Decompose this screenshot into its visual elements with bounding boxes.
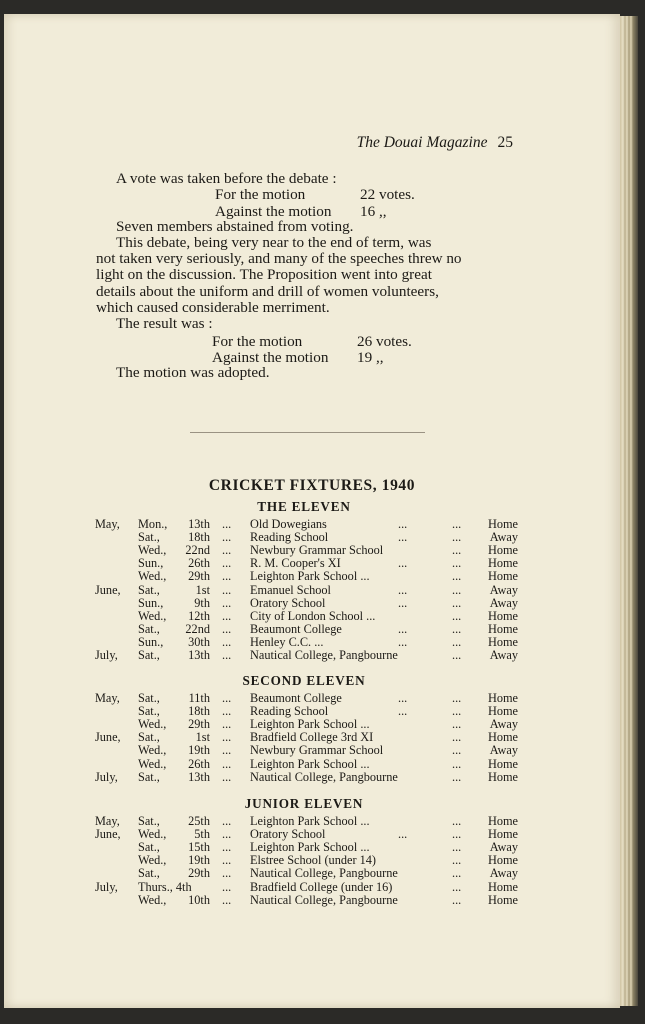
fixture-date: 26th xyxy=(188,756,210,771)
fixture-leader-dots: ... xyxy=(452,582,462,597)
paragraph-line: not taken very seriously, and many of the speeches threw no xyxy=(96,250,462,267)
fixture-date: 19th xyxy=(188,853,210,868)
fixture-leader-dots: ... xyxy=(222,853,232,868)
fixture-row xyxy=(4,610,620,623)
fixture-row xyxy=(4,828,620,841)
fixture-day: Wed., xyxy=(138,608,167,623)
fixture-opponent: Oratory School xyxy=(250,827,326,842)
fixture-venue: Home xyxy=(487,691,518,705)
fixture-leader-dots: ... xyxy=(222,621,232,636)
fixture-leader-dots: ... xyxy=(222,717,232,732)
fixture-month: June, xyxy=(95,582,121,597)
fixture-month: June, xyxy=(95,827,121,842)
fixture-opponent-dots: ... xyxy=(398,595,408,610)
fixture-day: Wed., xyxy=(138,892,167,907)
fixture-leader-dots: ... xyxy=(452,866,462,881)
fixture-leader-dots: ... xyxy=(222,634,232,649)
fixture-day: Mon., xyxy=(138,517,168,531)
adopted-line: The motion was adopted. xyxy=(116,364,270,381)
fixture-row xyxy=(4,636,620,649)
fixture-opponent-dots: ... xyxy=(398,530,408,545)
fixture-row xyxy=(4,597,620,610)
fixture-opponent: Leighton Park School ... xyxy=(250,756,370,771)
fixture-opponent: Beaumont College xyxy=(250,691,342,705)
magazine-title: The Douai Magazine xyxy=(356,134,488,151)
fixture-day: Sun., xyxy=(138,595,164,610)
fixture-row xyxy=(4,867,620,880)
fixture-date: 1st xyxy=(195,582,210,597)
fixture-day: Sat., xyxy=(138,866,160,881)
fixture-opponent-dots: ... xyxy=(398,634,408,649)
vote1-against-count: 16 ,, xyxy=(360,203,387,220)
fixture-day: Sat., xyxy=(138,648,160,662)
fixture-date: 9th xyxy=(194,595,210,610)
fixture-date: 12th xyxy=(188,608,210,623)
fixture-row xyxy=(4,815,620,828)
fixture-leader-dots: ... xyxy=(222,582,232,597)
fixture-venue: Away xyxy=(489,840,518,855)
fixture-leader-dots: ... xyxy=(452,840,462,855)
fixture-day: Sat., xyxy=(138,769,160,784)
fixture-leader-dots: ... xyxy=(452,569,462,584)
fixture-opponent-dots: ... xyxy=(398,704,408,719)
fixture-opponent: Nautical College, Pangbourne xyxy=(250,648,398,662)
paragraph-line: details about the uniform and drill of women volunteers, xyxy=(96,283,439,300)
fixture-date: 10th xyxy=(188,892,210,907)
fixture-date: 13th xyxy=(188,648,210,662)
paragraph-line: which caused considerable merriment. xyxy=(96,299,330,316)
fixture-venue: Home xyxy=(487,730,518,745)
fixture-leader-dots: ... xyxy=(222,814,232,828)
fixture-date: 29th xyxy=(188,866,210,881)
vote2-for-label: For the motion xyxy=(212,333,303,350)
fixture-opponent-dots: ... xyxy=(398,691,408,705)
fixture-venue: Home xyxy=(487,814,518,828)
vote1-against-label: Against the motion xyxy=(215,203,332,220)
fixture-row xyxy=(4,518,620,531)
fixture-leader-dots: ... xyxy=(222,769,232,784)
fixture-opponent: Leighton Park School ... xyxy=(250,840,370,855)
fixture-row xyxy=(4,705,620,718)
fixtures-title: CRICKET FIXTURES, 1940 xyxy=(208,477,416,494)
fixture-month: July, xyxy=(95,648,118,662)
fixture-leader-dots: ... xyxy=(222,517,232,531)
fixture-day: Wed., xyxy=(138,717,167,732)
fixture-date: 29th xyxy=(188,569,210,584)
result-intro: The result was : xyxy=(116,315,213,332)
fixture-row xyxy=(4,894,620,907)
fixture-day: Sun., xyxy=(138,634,164,649)
fixture-day: Wed., xyxy=(138,543,167,558)
running-header xyxy=(4,134,513,152)
fixture-leader-dots: ... xyxy=(452,892,462,907)
fixture-venue: Home xyxy=(487,853,518,868)
fixture-opponent: Elstree School (under 14) xyxy=(250,853,377,868)
fixture-opponent-dots: ... xyxy=(398,582,408,597)
fixture-leader-dots: ... xyxy=(222,691,232,705)
fixture-venue: Home xyxy=(487,634,518,649)
fixtures-section-heading: THE ELEVEN xyxy=(257,499,351,514)
magazine-page xyxy=(4,14,620,1008)
fixture-leader-dots: ... xyxy=(452,827,462,842)
fixture-venue: Away xyxy=(489,866,518,881)
fixture-leader-dots: ... xyxy=(452,743,462,758)
fixture-day: Wed., xyxy=(138,756,167,771)
fixture-date: 15th xyxy=(188,840,210,855)
fixture-leader-dots: ... xyxy=(452,530,462,545)
fixture-venue: Home xyxy=(487,569,518,584)
fixture-opponent: Bradfield College 3rd XI xyxy=(250,730,374,745)
fixture-leader-dots: ... xyxy=(452,595,462,610)
fixtures-section-heading: JUNIOR ELEVEN xyxy=(244,796,364,811)
fixture-leader-dots: ... xyxy=(452,730,462,745)
fixture-day: Wed., xyxy=(138,827,167,842)
vote2-against-count: 19 ,, xyxy=(357,349,384,366)
fixture-date: 13th xyxy=(188,517,210,531)
fixture-leader-dots: ... xyxy=(452,556,462,571)
fixture-venue: Away xyxy=(489,743,518,758)
fixture-day: Wed., xyxy=(138,743,167,758)
fixture-venue: Away xyxy=(489,595,518,610)
fixture-date: 18th xyxy=(188,704,210,719)
fixture-row xyxy=(4,623,620,636)
fixture-leader-dots: ... xyxy=(222,743,232,758)
fixture-row xyxy=(4,570,620,583)
fixture-date: 11th xyxy=(188,691,210,705)
page-edge xyxy=(620,16,638,1006)
fixture-day: Sat., xyxy=(138,704,160,719)
fixture-opponent-dots: ... xyxy=(398,621,408,636)
fixture-row xyxy=(4,854,620,867)
fixture-row xyxy=(4,881,620,894)
fixture-day: Sat., xyxy=(138,621,160,636)
fixture-date: 22nd xyxy=(185,543,210,558)
fixture-opponent-dots: ... xyxy=(398,556,408,571)
fixture-month: July, xyxy=(95,769,118,784)
fixture-date: 29th xyxy=(188,717,210,732)
fixture-row xyxy=(4,557,620,570)
fixture-opponent: Nautical College, Pangbourne xyxy=(250,866,398,881)
vote1-for-count: 22 votes. xyxy=(360,186,415,203)
fixture-day: Sat., xyxy=(138,840,160,855)
fixture-date: 30th xyxy=(188,634,210,649)
fixture-venue: Away xyxy=(489,530,518,545)
fixture-venue: Away xyxy=(489,717,518,732)
fixture-leader-dots: ... xyxy=(452,517,462,531)
fixture-day: Sat., xyxy=(138,582,160,597)
fixture-leader-dots: ... xyxy=(452,608,462,623)
fixture-month: May, xyxy=(95,814,120,828)
fixture-day: Thurs., 4th xyxy=(138,879,192,894)
paragraph-line: This debate, being very near to the end of term, was xyxy=(116,234,432,251)
fixture-venue: Home xyxy=(487,879,518,894)
fixture-date: 1st xyxy=(195,730,210,745)
fixture-month: July, xyxy=(95,879,118,894)
fixture-leader-dots: ... xyxy=(452,814,462,828)
fixture-row xyxy=(4,718,620,731)
fixture-row xyxy=(4,841,620,854)
fixture-opponent: Reading School xyxy=(250,530,329,545)
fixture-leader-dots: ... xyxy=(222,704,232,719)
fixture-opponent: Oratory School xyxy=(250,595,326,610)
fixture-leader-dots: ... xyxy=(452,691,462,705)
fixture-date: 25th xyxy=(188,814,210,828)
fixture-leader-dots: ... xyxy=(222,595,232,610)
fixture-venue: Home xyxy=(487,608,518,623)
fixture-day: Wed., xyxy=(138,853,167,868)
fixture-venue: Home xyxy=(487,892,518,907)
fixture-leader-dots: ... xyxy=(452,634,462,649)
fixture-day: Wed., xyxy=(138,569,167,584)
page-number: 25 xyxy=(497,134,513,151)
fixture-leader-dots: ... xyxy=(452,621,462,636)
fixture-row xyxy=(4,744,620,757)
fixture-opponent: Emanuel School xyxy=(250,582,331,597)
fixture-opponent-dots: ... xyxy=(398,517,408,531)
fixture-day: Sat., xyxy=(138,530,160,545)
fixture-month: May, xyxy=(95,517,120,531)
fixture-opponent: Nautical College, Pangbourne xyxy=(250,892,398,907)
fixture-opponent: Henley C.C. ... xyxy=(250,634,324,649)
fixture-leader-dots: ... xyxy=(222,648,232,662)
fixture-venue: Home xyxy=(487,827,518,842)
fixture-opponent: City of London School ... xyxy=(250,608,376,623)
fixture-leader-dots: ... xyxy=(452,704,462,719)
fixture-opponent: Beaumont College xyxy=(250,621,342,636)
fixture-venue: Home xyxy=(487,769,518,784)
fixture-date: 5th xyxy=(194,827,210,842)
fixture-row xyxy=(4,731,620,744)
fixture-day: Sat., xyxy=(138,814,160,828)
fixture-leader-dots: ... xyxy=(222,827,232,842)
fixture-date: 13th xyxy=(188,769,210,784)
fixture-opponent: Leighton Park School ... xyxy=(250,569,370,584)
fixture-row xyxy=(4,758,620,771)
fixture-opponent: Nautical College, Pangbourne xyxy=(250,769,398,784)
fixture-date: 26th xyxy=(188,556,210,571)
fixture-opponent: Reading School xyxy=(250,704,329,719)
fixture-leader-dots: ... xyxy=(222,756,232,771)
vote2-against-label: Against the motion xyxy=(212,349,329,366)
fixture-venue: Away xyxy=(489,648,518,662)
fixture-opponent: Newbury Grammar School xyxy=(250,743,384,758)
vote2-for-count: 26 votes. xyxy=(357,333,412,350)
fixture-date: 22nd xyxy=(185,621,210,636)
fixture-leader-dots: ... xyxy=(222,608,232,623)
fixture-date: 18th xyxy=(188,530,210,545)
fixture-month: May, xyxy=(95,691,120,705)
fixture-day: Sat., xyxy=(138,691,160,705)
fixture-opponent: Bradfield College (under 16) xyxy=(250,879,393,894)
fixture-leader-dots: ... xyxy=(452,717,462,732)
fixture-venue: Home xyxy=(487,543,518,558)
fixture-leader-dots: ... xyxy=(452,769,462,784)
fixture-day: Sun., xyxy=(138,556,164,571)
fixture-month: June, xyxy=(95,730,121,745)
fixture-row xyxy=(4,531,620,544)
vote-intro: A vote was taken before the debate : xyxy=(116,170,337,187)
fixture-venue: Home xyxy=(487,556,518,571)
paragraph-line: light on the discussion. The Proposition went into great xyxy=(96,266,432,283)
fixture-opponent: R. M. Cooper's XI xyxy=(250,556,341,571)
fixture-day: Sat., xyxy=(138,730,160,745)
section-divider xyxy=(190,432,425,433)
fixture-leader-dots: ... xyxy=(222,866,232,881)
fixture-leader-dots: ... xyxy=(452,648,462,662)
fixture-leader-dots: ... xyxy=(452,543,462,558)
fixture-leader-dots: ... xyxy=(222,569,232,584)
fixture-venue: Home xyxy=(487,704,518,719)
fixture-opponent-dots: ... xyxy=(398,827,408,842)
fixture-leader-dots: ... xyxy=(222,892,232,907)
fixtures-section-heading: SECOND ELEVEN xyxy=(242,673,366,688)
fixture-leader-dots: ... xyxy=(452,756,462,771)
fixture-row xyxy=(4,649,620,662)
fixture-leader-dots: ... xyxy=(222,530,232,545)
fixture-leader-dots: ... xyxy=(222,543,232,558)
abstained-line: Seven members abstained from voting. xyxy=(116,218,354,235)
fixture-row xyxy=(4,584,620,597)
fixture-leader-dots: ... xyxy=(222,879,232,894)
fixture-row xyxy=(4,692,620,705)
fixture-venue: Home xyxy=(487,517,518,531)
fixture-venue: Home xyxy=(487,621,518,636)
fixture-opponent: Leighton Park School ... xyxy=(250,814,370,828)
fixture-venue: Away xyxy=(489,582,518,597)
fixture-leader-dots: ... xyxy=(222,730,232,745)
fixture-leader-dots: ... xyxy=(222,840,232,855)
fixture-row xyxy=(4,771,620,784)
vote1-for-label: For the motion xyxy=(215,186,306,203)
fixture-opponent: Leighton Park School ... xyxy=(250,717,370,732)
fixture-leader-dots: ... xyxy=(452,853,462,868)
fixture-opponent: Newbury Grammar School xyxy=(250,543,384,558)
fixture-opponent: Old Dowegians xyxy=(250,517,327,531)
fixture-row xyxy=(4,544,620,557)
fixture-leader-dots: ... xyxy=(222,556,232,571)
fixture-leader-dots: ... xyxy=(452,879,462,894)
fixture-venue: Home xyxy=(487,756,518,771)
fixture-date: 19th xyxy=(188,743,210,758)
